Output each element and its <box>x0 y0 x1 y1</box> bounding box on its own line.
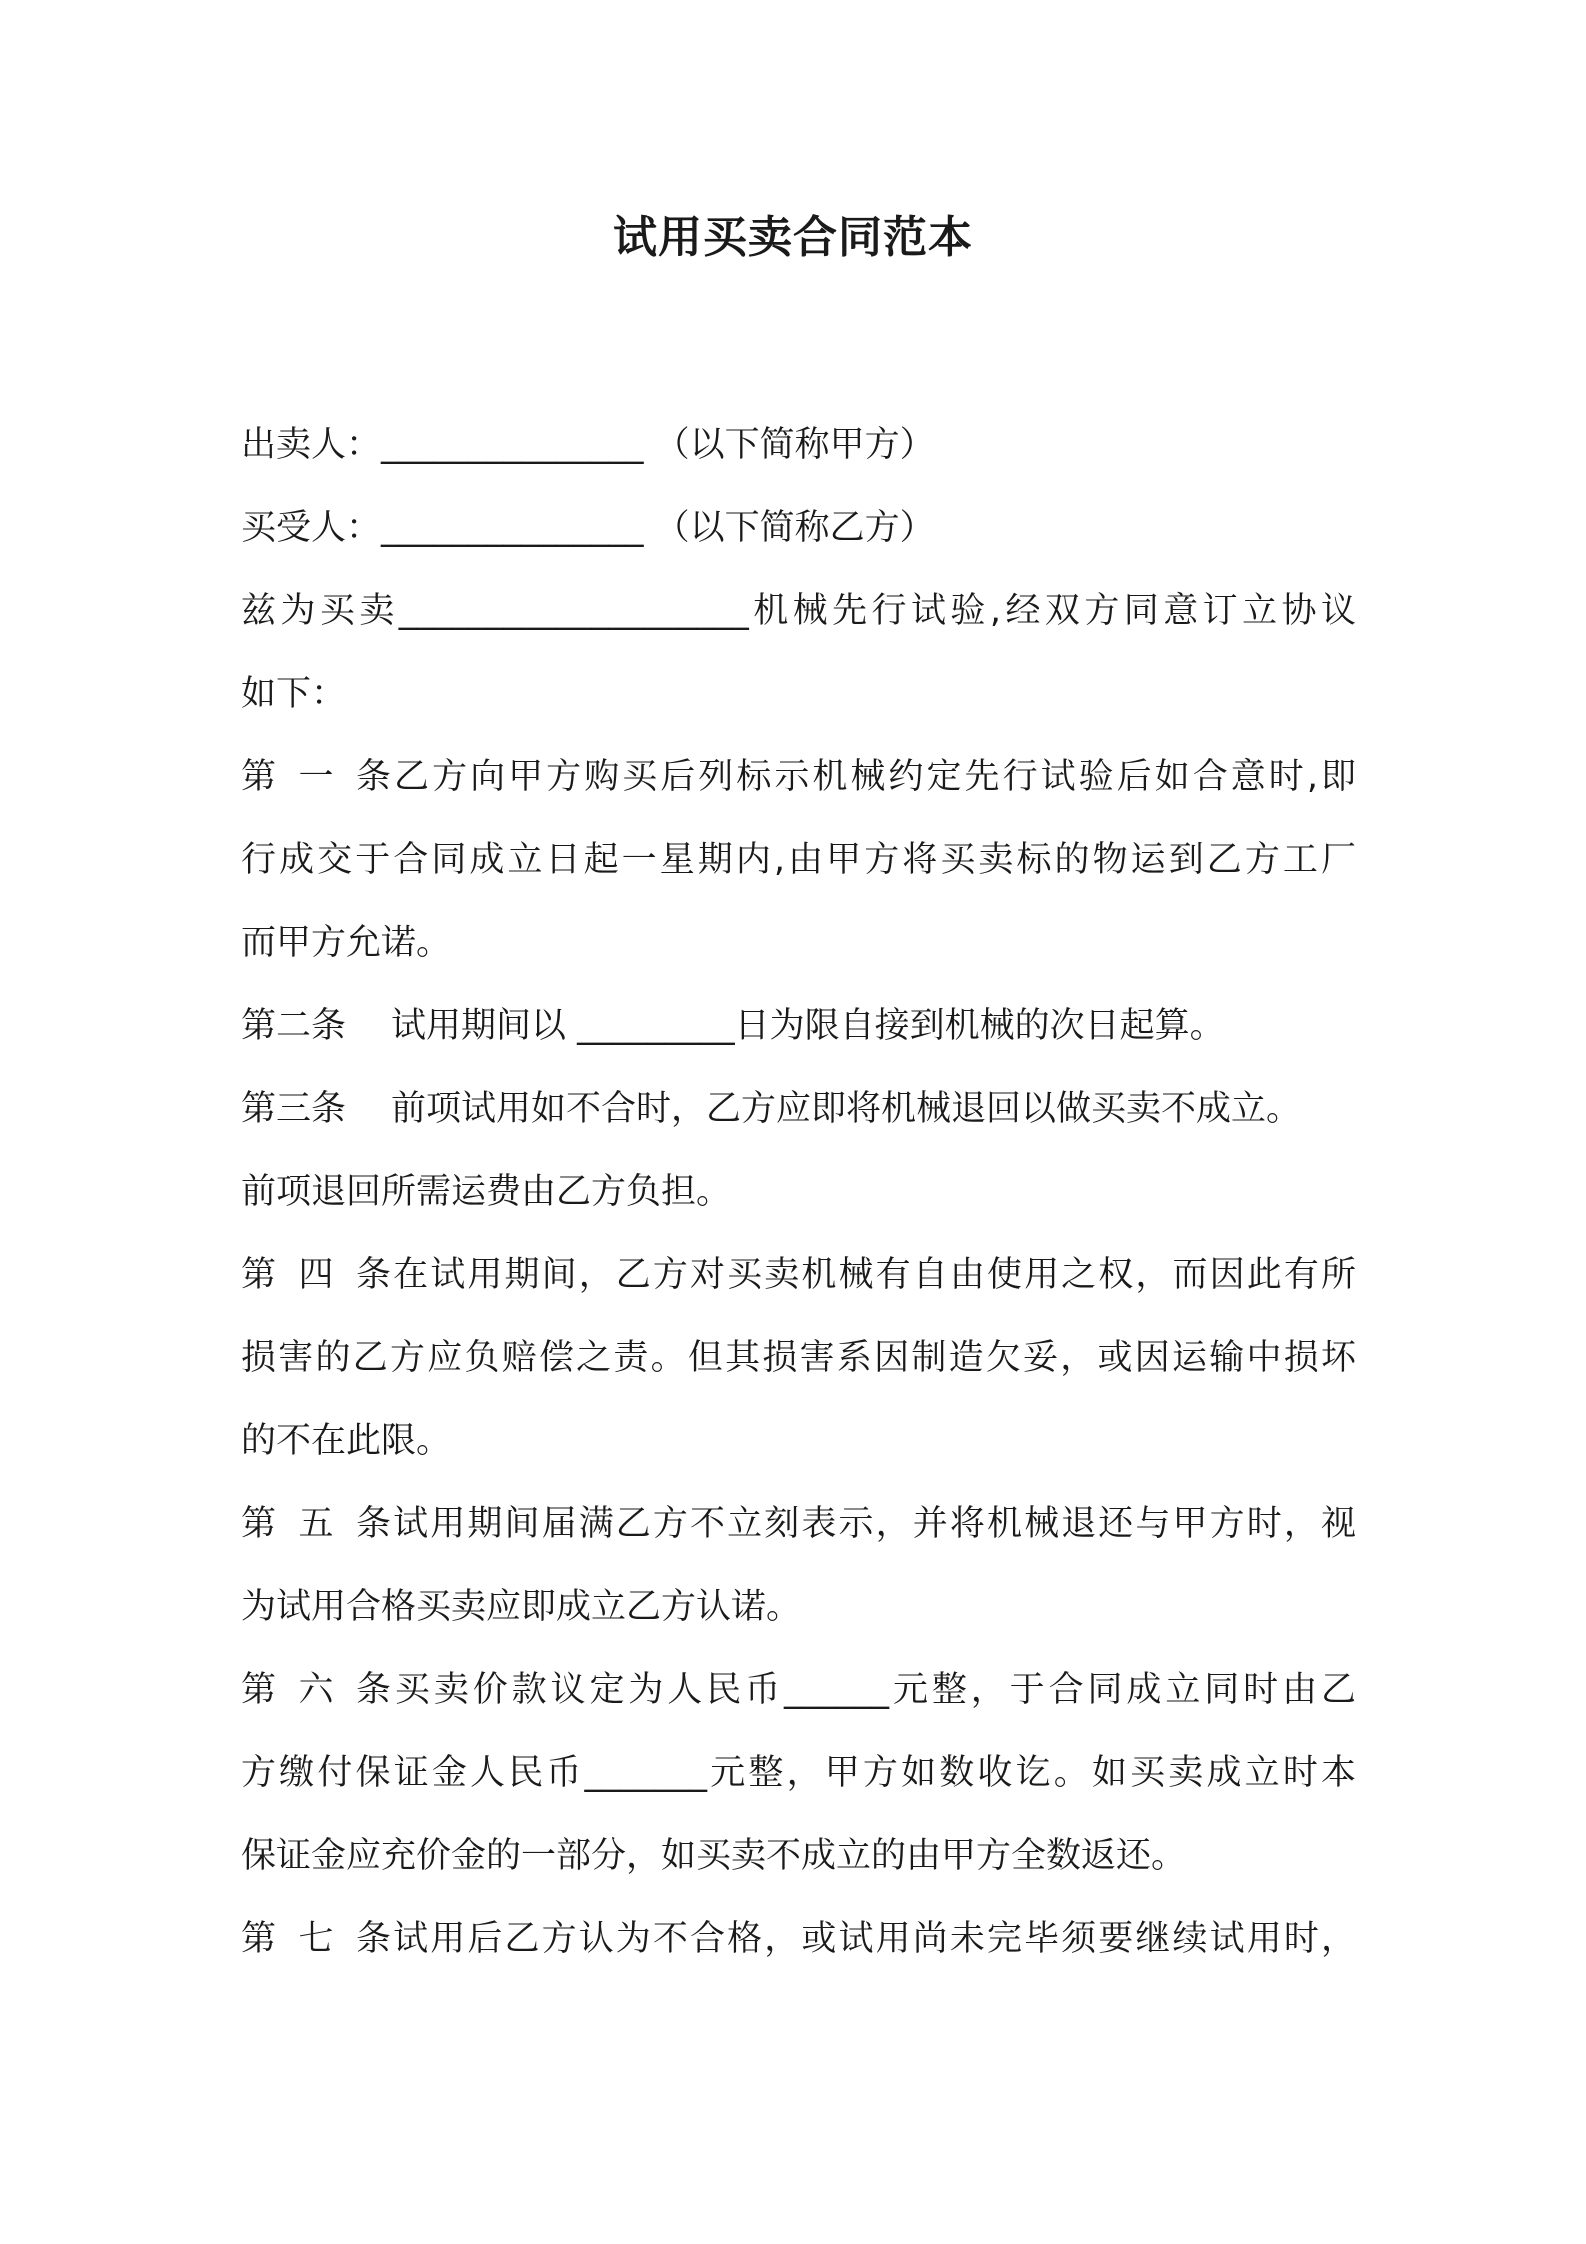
article-3-line-1 <box>241 1068 1356 1151</box>
article-2-line-1 <box>241 985 1356 1068</box>
article-7-line-1 <box>241 1898 1356 1981</box>
article-5-line-2: 为试用合格买卖应即成立乙方认诺。 <box>241 1587 802 1627</box>
preamble-line-1: 兹为买卖____________________机械先行试验,经双方同意订立协议 <box>241 591 1356 631</box>
article-2-label: 第二条 <box>241 1006 347 1046</box>
article-1-line-3: 而甲方允诺。 <box>241 923 452 963</box>
article-5-text-1: 试用期间届满乙方不立刻表示，并将机械退还与甲方时，视 <box>391 1504 1356 1544</box>
article-1-text-1: 乙方向甲方购买后列标示机械约定先行试验后如合意时,即 <box>391 757 1356 797</box>
article-3-line-2: 前项退回所需运费由乙方负担。 <box>241 1172 732 1212</box>
article-6-line-1 <box>241 1649 1356 1732</box>
contract-body <box>241 404 1356 1981</box>
article-3-label: 第三条 <box>241 1089 347 1129</box>
article-4-label: 第四条 <box>241 1255 391 1295</box>
article-2-text-1: 试用期间以 _________日为限自接到机械的次日起算。 <box>391 1006 1225 1046</box>
article-6-line-3: 保证金应充价金的一部分，如买卖不成立的由甲方全数返还。 <box>241 1836 1187 1876</box>
article-3-text-1: 前项试用如不合时，乙方应即将机械退回以做买卖不成立。 <box>391 1089 1302 1129</box>
article-4-line-3: 的不在此限。 <box>241 1421 452 1461</box>
article-1-line-2: 行成交于合同成立日起一星期内,由甲方将买卖标的物运到乙方工厂 <box>241 840 1356 880</box>
article-6-label: 第六条 <box>241 1670 391 1710</box>
article-4-text-1: 在试用期间，乙方对买卖机械有自由使用之权，而因此有所 <box>391 1255 1356 1295</box>
article-1-label: 第一条 <box>241 757 391 797</box>
buyer-line: 买受人：_______________ （以下简称乙方） <box>241 508 935 548</box>
article-5-label: 第五条 <box>241 1504 391 1544</box>
preamble-line-2: 如下： <box>241 674 347 714</box>
article-7-text-1: 试用后乙方认为不合格，或试用尚未完毕须要继续试用时， <box>391 1919 1356 1959</box>
article-6-text-1: 买卖价款议定为人民币______元整，于合同成立同时由乙 <box>391 1670 1356 1710</box>
seller-line: 出卖人：_______________ （以下简称甲方） <box>241 425 935 465</box>
article-4-line-1 <box>241 1234 1356 1317</box>
document-title: 试用买卖合同范本 <box>613 212 973 263</box>
article-7-label: 第七条 <box>241 1919 391 1959</box>
article-1-line-1 <box>241 736 1356 819</box>
article-6-line-2: 方缴付保证金人民币_______元整，甲方如数收讫。如买卖成立时本 <box>241 1753 1356 1793</box>
article-5-line-1 <box>241 1483 1356 1566</box>
article-4-line-2: 损害的乙方应负赔偿之责。但其损害系因制造欠妥，或因运输中损坏 <box>241 1338 1356 1378</box>
